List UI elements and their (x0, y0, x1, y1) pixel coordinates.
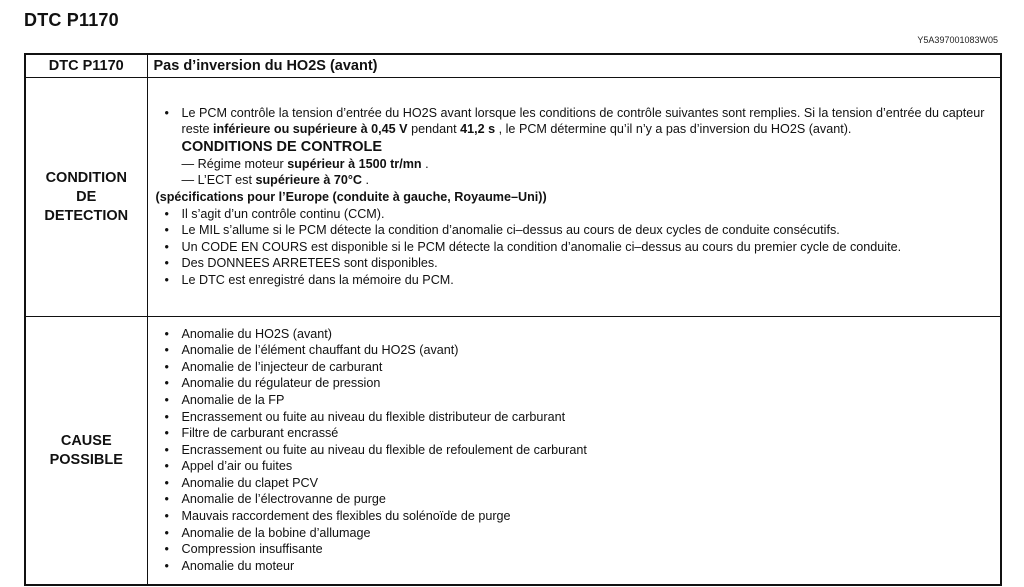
list-item: • Encrassement ou fuite au niveau du flexible distributeur de carburant (156, 409, 993, 426)
list-item: • Appel d’air ou fuites (156, 458, 993, 475)
list-item: • Mauvais raccordement des flexibles du solénoïde de purge (156, 508, 993, 525)
possible-cause-content (147, 317, 1001, 586)
list-item: • Le MIL s’allume si le PCM détecte la condition d’anomalie ci–dessus au cours de deux cycles de conduite consécutifs. (156, 222, 993, 239)
list-item: • Il s’agit d’un contrôle continu (CCM). (156, 206, 993, 223)
dtc-table (24, 53, 1002, 586)
document-reference: Y5A397001083W05 (917, 35, 998, 45)
list-item: • Encrassement ou fuite au niveau du flexible de refoulement de carburant (156, 442, 993, 459)
list-item: • Anomalie de la FP (156, 392, 993, 409)
list-item: • Un CODE EN COURS est disponible si le PCM détecte la condition d’anomalie ci–dessus au cours du premier cycle de conduite. (156, 239, 993, 256)
specification-note: (spécifications pour l’Europe (conduite à gauche, Royaume–Uni)) (155, 189, 547, 204)
possible-cause-label: CAUSE POSSIBLE (25, 317, 147, 586)
detection-condition-label: CONDITION DE DETECTION (25, 78, 147, 317)
list-item: • Anomalie de la bobine d’allumage (156, 525, 993, 542)
detection-condition-row (25, 78, 1001, 317)
list-item: • Anomalie du clapet PCV (156, 475, 993, 492)
monitoring-conditions-heading: CONDITIONS DE CONTROLE (181, 138, 383, 155)
page-title: DTC P1170 (24, 10, 119, 30)
header-dtc-code: DTC P1170 (25, 54, 147, 78)
monitoring-description: • Le PCM contrôle la tension d’entrée du HO2S avant lorsque les conditions de contrôle suivantes sont remplies. Si la tension d’entrée du capteur reste inférieure ou supérieure à 0,45 V pendant 41,2 s , le PCM détermine qu’il n’y a pas d’inversion du HO2S (avant). (156, 105, 993, 138)
condition-engine-speed: — Régime moteur supérieur à 1500 tr/mn . (181, 156, 429, 171)
detection-condition-content (147, 78, 1001, 317)
list-item: • Anomalie du régulateur de pression (156, 375, 993, 392)
list-item: • Anomalie de l’électrovanne de purge (156, 491, 993, 508)
list-item: • Anomalie de l’élément chauffant du HO2S (avant) (156, 342, 993, 359)
table-header-row (25, 54, 1001, 78)
list-item: • Anomalie de l’injecteur de carburant (156, 359, 993, 376)
list-item: • Filtre de carburant encrassé (156, 425, 993, 442)
list-item: • Le DTC est enregistré dans la mémoire du PCM. (156, 272, 993, 289)
header-dtc-description: Pas d’inversion du HO2S (avant) (147, 54, 1001, 78)
list-item: • Compression insuffisante (156, 541, 993, 558)
list-item: • Anomalie du moteur (156, 558, 993, 575)
list-item: • Des DONNEES ARRETEES sont disponibles. (156, 255, 993, 272)
list-item: • Anomalie du HO2S (avant) (156, 326, 993, 343)
condition-ect: — L’ECT est supérieure à 70°C . (181, 173, 370, 188)
possible-cause-row (25, 317, 1001, 586)
